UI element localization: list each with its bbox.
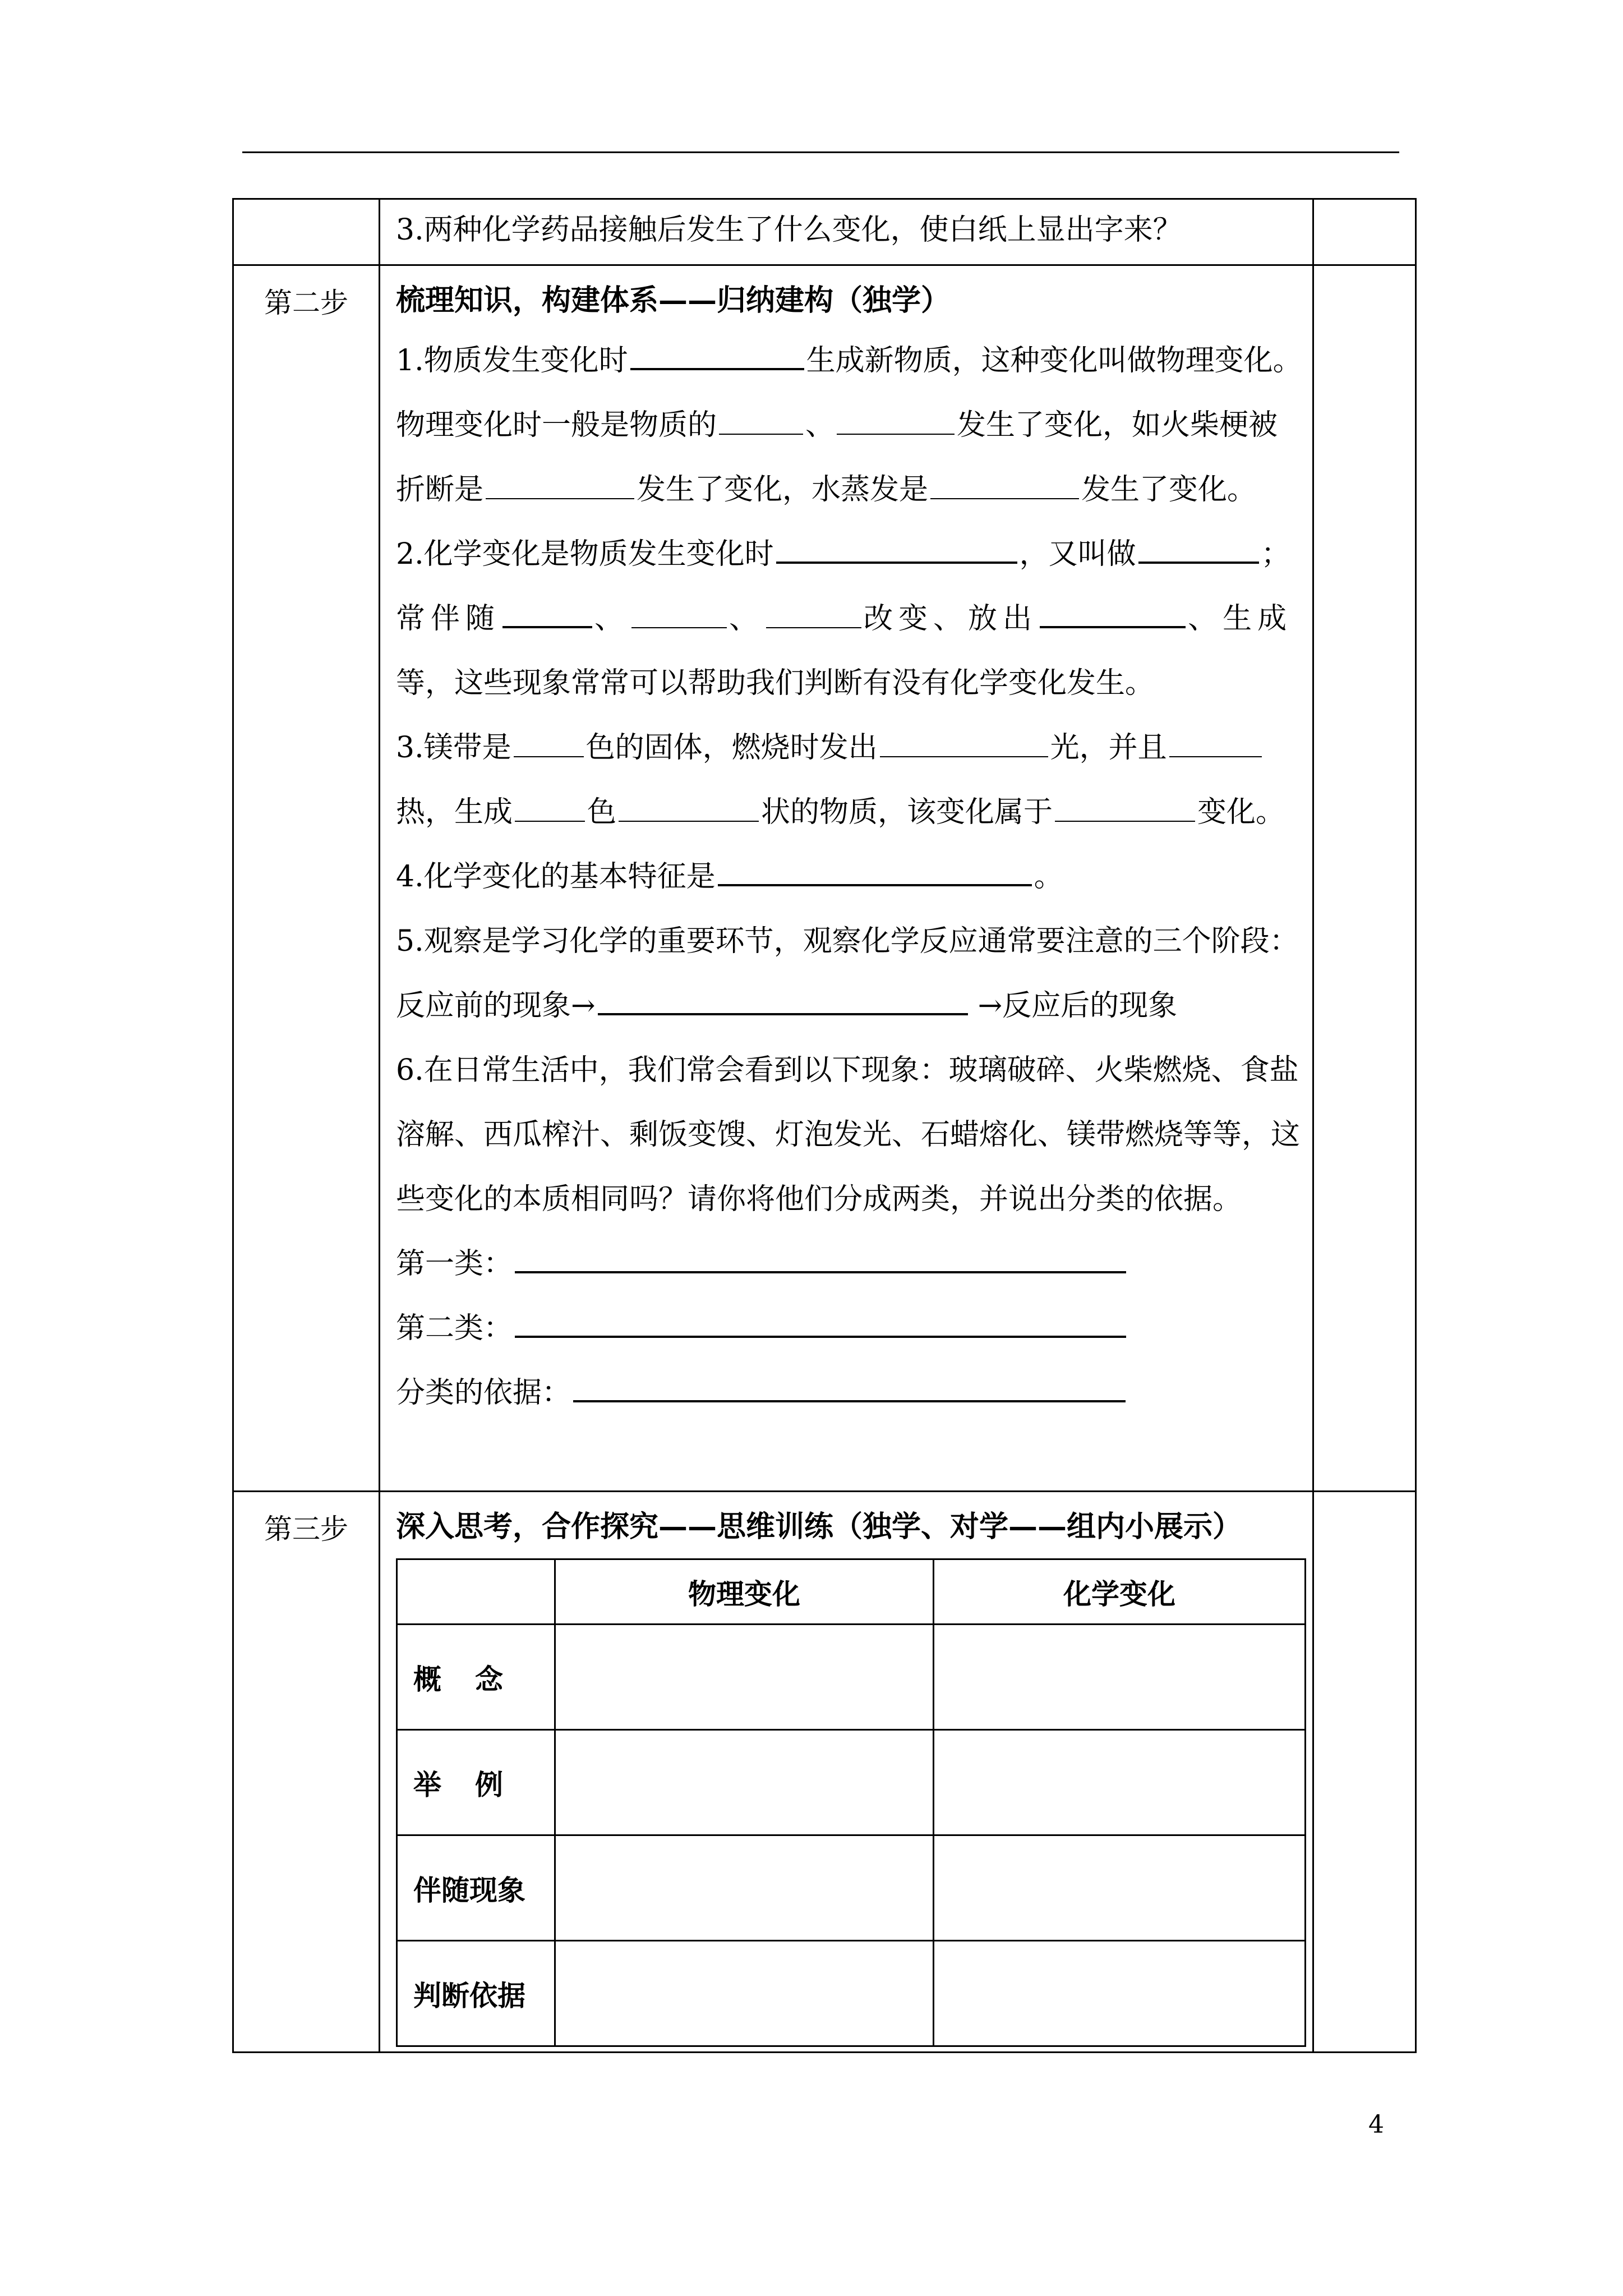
answer-blank[interactable] [880,756,1048,757]
q4-line: 4.化学变化的基本特征是 。 [396,860,1063,894]
table-row [397,1625,1306,1730]
body-cell [380,265,1313,1492]
answer-cell[interactable] [555,1730,934,1835]
answer-cell[interactable] [555,1941,934,2046]
table-row [397,1941,1306,2046]
answer-blank[interactable] [1040,625,1186,628]
answer-blank[interactable] [573,1400,1126,1402]
corner-cell [397,1559,555,1625]
q6b-line: 溶解、西瓜榨汁、剩饭变馊、灯泡发光、石蜡熔化、镁带燃烧等等，这 [396,1118,1301,1152]
answer-blank[interactable] [486,498,634,499]
answer-blank[interactable] [930,498,1079,499]
q2-line: 2.化学变化是物质发生变化时 ，又叫做 ； [396,537,1290,571]
row-header-phenomena: 伴随现象 [397,1835,555,1941]
body-cell [380,199,1313,265]
answer-blank[interactable] [515,1335,1126,1338]
q3-line: 3.镁带是 色的固体，燃烧时发出 光，并且 [396,716,1300,780]
answer-cell[interactable] [934,1730,1306,1835]
comparison-header-row [397,1559,1306,1625]
answer-blank[interactable] [719,433,803,435]
row-step-3 [233,1492,1416,2053]
row-header-basis: 判断依据 [397,1941,555,2046]
note-cell [1313,1492,1416,2053]
page-number: 4 [1368,2110,1384,2139]
answer-blank[interactable] [631,627,727,628]
note-cell [1313,265,1416,1492]
answer-blank[interactable] [515,1271,1126,1273]
q2c-line: 等，这些现象常常可以帮助我们判断有没有化学变化发生。 [396,666,1155,700]
answer-cell[interactable] [555,1625,934,1730]
col-header-physical: 物理变化 [555,1559,934,1625]
q1b-line: 物理变化时一般是物质的 、 发生了变化，如火柴梗被 [396,408,1278,442]
q1-line: 1.物质发生变化时 生成新物质，这种变化叫做物理变化。 [396,344,1302,378]
answer-blank[interactable] [776,561,1017,564]
q5-line: 5.观察是学习化学的重要环节，观察化学反应通常要注意的三个阶段： [396,924,1299,958]
step-cell-empty [233,199,380,265]
table-row [397,1835,1306,1941]
header-rule [242,151,1399,153]
answer-blank[interactable] [837,433,955,435]
row-step-2 [233,265,1416,1492]
class-1-line: 第一类： [396,1232,1300,1296]
answer-blank[interactable] [514,756,584,757]
step-3-label: 第三步 [264,1513,348,1545]
step-cell [233,1492,380,2053]
answer-cell[interactable] [934,1625,1306,1730]
answer-blank[interactable] [718,884,1032,886]
step-2-label: 第二步 [264,287,348,319]
answer-blank[interactable] [1138,561,1259,564]
answer-blank[interactable] [598,1013,968,1015]
answer-blank[interactable] [766,627,861,628]
answer-blank[interactable] [515,820,585,822]
q5b-line: 反应前的现象→ →反应后的现象 [396,989,1178,1023]
answer-blank[interactable] [619,820,759,822]
body-cell [380,1492,1313,2053]
basis-line: 分类的依据： [396,1361,1300,1425]
answer-cell[interactable] [934,1835,1306,1941]
step-3-heading: 深入思考，合作探究——思维训练（独学、对学——组内小展示） [396,1510,1242,1544]
row-header-example: 举例 [397,1730,555,1835]
q6-line: 6.在日常生活中，我们常会看到以下现象：玻璃破碎、火柴燃烧、食盐 [396,1053,1299,1087]
comparison-table [396,1558,1306,2047]
step-2-heading: 梳理知识，构建体系——归纳建构（独学） [396,283,951,318]
question-3-text: 3.两种化学药品接触后发生了什么变化，使白纸上显出字来？ [396,213,1182,247]
class-2-line: 第二类： [396,1296,1300,1361]
answer-blank[interactable] [1169,756,1262,757]
row-header-concept: 概念 [397,1625,555,1730]
q3b-line: 热，生成 色 状的物质，该变化属于 变化。 [396,795,1285,829]
answer-cell[interactable] [555,1835,934,1941]
q6c-line: 些变化的本质相同吗？请你将他们分成两类，并说出分类的依据。 [396,1182,1242,1216]
row-continuation [233,199,1416,265]
col-header-chemical: 化学变化 [934,1559,1306,1625]
step-cell [233,265,380,1492]
answer-blank[interactable] [502,625,592,628]
answer-blank[interactable] [630,367,804,370]
q1c-line: 折断是 发生了变化，水蒸发是 发生了变化。 [396,473,1257,507]
q2b-line: 常伴随 、 、 改变、放出 、生成 [396,602,1293,636]
worksheet-table [232,198,1417,2053]
table-row [397,1730,1306,1835]
note-cell [1313,199,1416,265]
answer-blank[interactable] [1055,820,1195,822]
answer-cell[interactable] [934,1941,1306,2046]
